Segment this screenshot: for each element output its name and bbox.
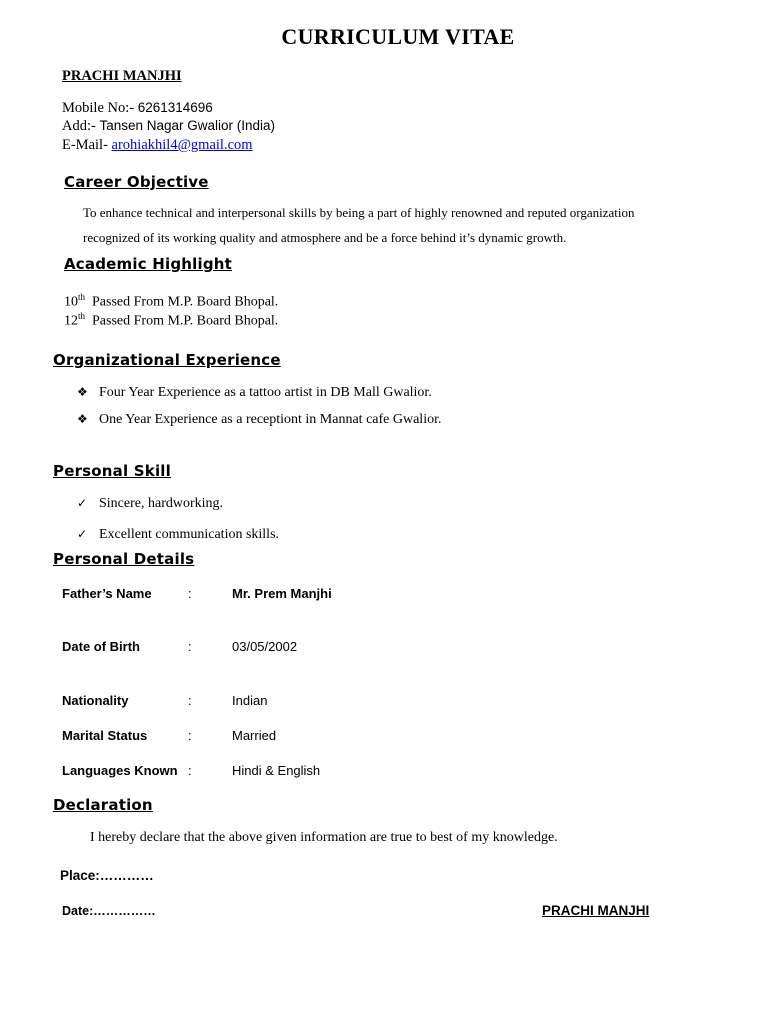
email-label: E-Mail- <box>62 137 112 153</box>
document-title: CURRICULUM VITAE <box>281 24 515 49</box>
detail-colon: : <box>188 693 192 708</box>
detail-key: Nationality <box>62 693 129 708</box>
email-link[interactable]: arohiakhil4@gmail.com <box>111 137 253 153</box>
declaration-heading: Declaration <box>53 796 153 814</box>
checkmark-icon: ✓ <box>77 527 88 541</box>
detail-colon: : <box>188 639 192 654</box>
experience-item-text: One Year Experience as a receptiont in Mannat cafe Gwalior. <box>99 412 442 427</box>
experience-heading: Organizational Experience <box>53 351 281 369</box>
academic-grade: 12 <box>64 313 78 329</box>
detail-key: Date of Birth <box>62 639 140 654</box>
career-objective-line-1: To enhance technical and interpersonal skills by being a part of highly renowned and reputed organization <box>83 205 635 220</box>
academic-heading: Academic Highlight <box>64 255 232 273</box>
skill-item <box>77 527 279 543</box>
detail-key: Marital Status <box>62 728 148 743</box>
place-field: Place:………… <box>60 868 154 883</box>
academic-text: Passed From M.P. Board Bhopal. <box>85 313 279 329</box>
academic-grade: 10 <box>64 294 78 310</box>
academic-text: Passed From M.P. Board Bhopal. <box>85 294 279 310</box>
academic-item-12 <box>64 311 278 330</box>
detail-row-dob <box>0 639 768 657</box>
address-line <box>62 117 275 135</box>
experience-item <box>77 412 441 428</box>
detail-row-marital <box>0 728 768 746</box>
declaration-text: I hereby declare that the above given information are true to best of my knowledge. <box>90 830 558 845</box>
detail-row-nationality <box>0 693 768 711</box>
detail-colon: : <box>188 763 192 778</box>
detail-row-languages <box>0 763 768 781</box>
career-objective-heading: Career Objective <box>64 173 209 191</box>
skills-heading: Personal Skill <box>53 462 171 480</box>
address-label: Add:- <box>62 118 100 134</box>
career-objective-line-2: recognized of its working quality and atmosphere and be a force behind it’s dynamic growth. <box>83 230 567 245</box>
personal-details-heading: Personal Details <box>53 550 195 568</box>
skill-item-text: Excellent communication skills. <box>99 527 280 542</box>
mobile-value: 6261314696 <box>137 100 213 115</box>
detail-value: Mr. Prem Manjhi <box>232 586 332 601</box>
signature-name: PRACHI MANJHI <box>542 903 650 918</box>
detail-key: Languages Known <box>62 763 178 778</box>
mobile-line <box>62 99 213 117</box>
academic-grade-suffix: th <box>78 292 86 302</box>
experience-item-text: Four Year Experience as a tattoo artist in DB Mall Gwalior. <box>99 385 432 400</box>
detail-colon: : <box>188 728 192 743</box>
detail-value: Married <box>232 728 277 743</box>
detail-key: Father’s Name <box>62 586 152 601</box>
candidate-name: PRACHI MANJHI <box>62 68 182 84</box>
detail-value: 03/05/2002 <box>232 639 298 654</box>
detail-row-father <box>0 586 768 604</box>
academic-grade-suffix: th <box>78 311 86 321</box>
date-field: Date:…………… <box>62 904 156 918</box>
academic-item-10 <box>64 292 278 311</box>
address-value: Tansen Nagar Gwalior (India) <box>99 118 276 133</box>
detail-value: Hindi & English <box>232 763 321 778</box>
diamond-bullet-icon: ❖ <box>77 385 88 399</box>
experience-item <box>77 385 432 401</box>
email-line <box>62 136 253 154</box>
checkmark-icon: ✓ <box>77 496 88 510</box>
skill-item-text: Sincere, hardworking. <box>99 496 224 511</box>
mobile-label: Mobile No:- <box>62 100 138 116</box>
detail-value: Indian <box>232 693 268 708</box>
skill-item <box>77 496 223 512</box>
detail-colon: : <box>188 586 192 601</box>
diamond-bullet-icon: ❖ <box>77 412 88 426</box>
